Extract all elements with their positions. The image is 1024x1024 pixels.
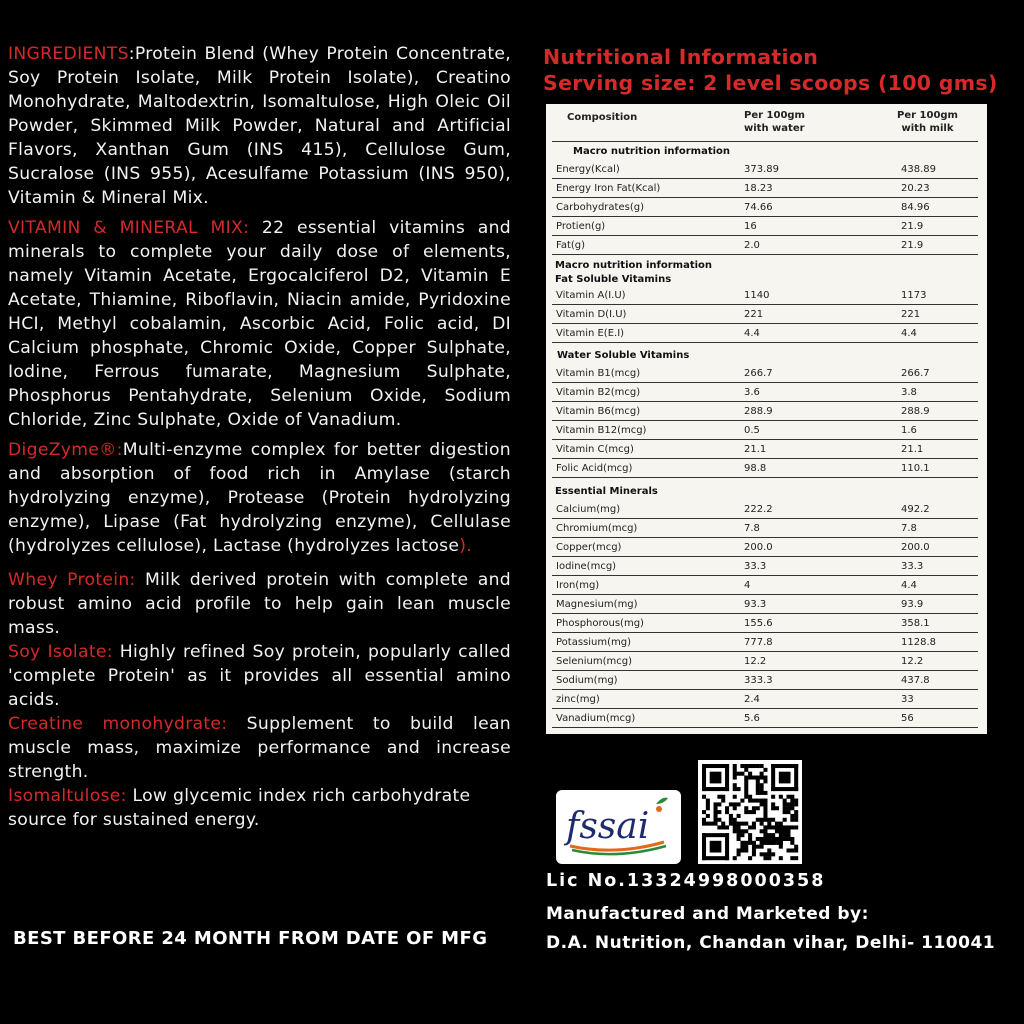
value-with-water: 93.3 [744, 599, 767, 610]
section-minerals: Essential Minerals [555, 486, 658, 497]
nutrient-name: Energy Iron Fat(Kcal) [556, 183, 661, 194]
value-with-milk: 437.8 [901, 675, 930, 686]
table-row [552, 325, 978, 343]
table-row [552, 403, 978, 421]
nutrient-name: Energy(Kcal) [556, 164, 620, 175]
value-with-water: 373.89 [744, 164, 779, 175]
nutrient-name: Vitamin B2(mcg) [556, 387, 641, 398]
section-water-soluble: Water Soluble Vitamins [557, 350, 690, 361]
table-row [552, 384, 978, 402]
best-before-text: BEST BEFORE 24 MONTH FROM DATE OF MFG [13, 928, 488, 949]
vitamin-mix-text: 22 essential vitamins and minerals to complete your daily dose of elements, namely Vitamin Acetate, Ergocalciferol D2, Vitamin E Acetate, Thiamine, Riboflavin, Niacin amide, Pyridoxine HCI, Methyl cobalamin, Ascorbic Acid, Folic acid, DI Calcium phosphate, Chromic Oxide, Copper Sulphate, Iodine, Ferrous fumarate, Magnesium Sulphate, Phosphorus Pentahydrate, Selenium Oxide, Sodium Chloride, Zinc Sulphate, Oxide of Vanadium. [8, 218, 511, 430]
nutrient-name: Carbohydrates(g) [556, 202, 644, 213]
table-row [552, 501, 978, 519]
nutrient-name: Vitamin B6(mcg) [556, 406, 641, 417]
value-with-water: 33.3 [744, 561, 767, 572]
nutrient-name: zinc(mg) [556, 694, 600, 705]
digezyme-label: DigeZyme®: [8, 440, 123, 460]
ingredients-label: INGREDIENTS [8, 44, 129, 64]
table-row [552, 691, 978, 709]
qr-code [698, 760, 802, 864]
value-with-milk: 20.23 [901, 183, 930, 194]
nutrient-name: Vitamin B12(mcg) [556, 425, 647, 436]
table-row [552, 460, 978, 478]
manufacturer-block [546, 900, 995, 958]
nutrient-name: Vitamin C(mcg) [556, 444, 634, 455]
ingredients-sep: : [128, 44, 135, 64]
section-macro2: Macro nutrition information [555, 260, 713, 271]
section-macro: Macro nutrition information [573, 146, 731, 157]
table-row [552, 539, 978, 557]
value-with-milk: 438.89 [901, 164, 936, 175]
fssai-logo-icon [556, 790, 681, 864]
value-with-water: 221 [744, 309, 764, 320]
nutrient-name: Selenium(mcg) [556, 656, 633, 667]
nutrient-name: Vitamin B1(mcg) [556, 368, 641, 379]
digezyme-text: Multi-enzyme complex for better digestion and absorption of food rich in Amylase (starch hydrolyzing enzyme), Protease (Protein hydrolyzing enzyme), Lipase (Fat hydrolyzing enzyme), Cellulase (hydrolyzes cellulose), Lactase (hydrolyzes lactose [8, 440, 511, 556]
table-row [552, 287, 978, 305]
creatine-paragraph [8, 712, 511, 784]
ingredients-text: Protein Blend (Whey Protein Concentrate, Soy Protein Isolate, Milk Protein Isolate), Creatino Monohydrate, Maltodextrin, Isomaltulose, High Oleic Oil Powder, Skimmed Milk Powder, Natural and Artificial Flavors, Xanthan Gum (INS 415), Cellulose Gum, Sucralose (INS 955), Acesulfame Potassium (INS 950), Vitamin & Mineral Mix. [8, 44, 511, 208]
section-fat-soluble: Fat Soluble Vitamins [555, 274, 672, 285]
nutrition-title-block [543, 44, 998, 96]
value-with-water: 7.8 [744, 523, 760, 534]
value-with-water: 3.6 [744, 387, 760, 398]
nutrient-name: Protien(g) [556, 221, 606, 232]
value-with-water: 0.5 [744, 425, 760, 436]
whey-text: Milk derived protein with complete and robust amino acid profile to help gain lean muscle mass. [8, 570, 511, 638]
value-with-milk: 21.9 [901, 240, 924, 251]
nutrient-name: Chromium(mcg) [556, 523, 638, 534]
value-with-water: 2.0 [744, 240, 760, 251]
nutrient-name: Copper(mcg) [556, 542, 622, 553]
digezyme-end: ). [459, 536, 473, 556]
digezyme-paragraph [8, 438, 511, 558]
creatine-label: Creatine monohydrate: [8, 714, 228, 734]
manufacturer-label: Manufactured and Marketed by: [546, 904, 869, 924]
table-row [552, 634, 978, 652]
ingredients-column [8, 42, 511, 832]
table-row [552, 558, 978, 576]
value-with-milk: 56 [901, 713, 914, 724]
vitamin-mix-label: VITAMIN & MINERAL MIX: [8, 218, 250, 238]
value-with-milk: 12.2 [901, 656, 924, 667]
value-with-milk: 4.4 [901, 328, 917, 339]
nutrient-name: Iron(mg) [556, 580, 600, 591]
nutrient-name: Potassium(mg) [556, 637, 632, 648]
nutrient-name: Vanadium(mcg) [556, 713, 636, 724]
value-with-milk: 7.8 [901, 523, 917, 534]
whey-label: Whey Protein: [8, 570, 136, 590]
value-with-water: 155.6 [744, 618, 773, 629]
value-with-water: 1140 [744, 290, 770, 301]
nutrient-name: Vitamin D(I.U) [556, 309, 627, 320]
isomaltulose-text: Low glycemic index rich carbohydrate source for sustained energy. [8, 786, 471, 830]
value-with-milk: 1.6 [901, 425, 917, 436]
value-with-milk: 93.9 [901, 599, 924, 610]
creatine-text: Supplement to build lean muscle mass, maximize performance and increase strength. [8, 714, 512, 782]
value-with-milk: 492.2 [901, 504, 930, 515]
nutrient-name: Folic Acid(mcg) [556, 463, 633, 474]
header-composition: Composition [567, 112, 638, 123]
nutrition-table [546, 104, 987, 734]
fssai-logo-text: fssai [566, 806, 650, 847]
value-with-water: 18.23 [744, 183, 773, 194]
header-divider [552, 141, 978, 142]
value-with-milk: 358.1 [901, 618, 930, 629]
value-with-water: 4.4 [744, 328, 760, 339]
table-row [552, 422, 978, 440]
value-with-water: 200.0 [744, 542, 773, 553]
nutrient-name: Iodine(mcg) [556, 561, 617, 572]
ingredients-paragraph [8, 42, 511, 210]
value-with-water: 288.9 [744, 406, 773, 417]
value-with-water: 333.3 [744, 675, 773, 686]
table-row [552, 218, 978, 236]
value-with-milk: 266.7 [901, 368, 930, 379]
table-row [552, 520, 978, 538]
table-row [552, 237, 978, 255]
soy-text: Highly refined Soy protein, popularly called 'complete Protein' as it provides all essential amino acids. [8, 642, 511, 710]
table-row [552, 365, 978, 383]
fssai-logo [556, 790, 681, 864]
value-with-milk: 4.4 [901, 580, 917, 591]
soy-paragraph [8, 640, 511, 712]
value-with-milk: 200.0 [901, 542, 930, 553]
value-with-milk: 3.8 [901, 387, 917, 398]
value-with-milk: 33 [901, 694, 914, 705]
value-with-water: 98.8 [744, 463, 767, 474]
value-with-milk: 84.96 [901, 202, 930, 213]
value-with-milk: 110.1 [901, 463, 930, 474]
value-with-milk: 288.9 [901, 406, 930, 417]
table-row [552, 180, 978, 198]
value-with-water: 74.66 [744, 202, 773, 213]
value-with-milk: 221 [901, 309, 921, 320]
value-with-water: 21.1 [744, 444, 767, 455]
value-with-milk: 1173 [901, 290, 927, 301]
vitamin-mix-paragraph [8, 216, 511, 432]
value-with-water: 4 [744, 580, 751, 591]
table-row [552, 306, 978, 324]
table-row [552, 199, 978, 217]
value-with-milk: 33.3 [901, 561, 924, 572]
serving-size: Serving size: 2 level scoops (100 gms) [543, 71, 998, 95]
header-water: Per 100gm with water [744, 110, 805, 134]
value-with-milk: 1128.8 [901, 637, 936, 648]
table-row [552, 161, 978, 179]
table-row [552, 441, 978, 459]
value-with-milk: 21.1 [901, 444, 924, 455]
value-with-water: 5.6 [744, 713, 760, 724]
table-row [552, 653, 978, 671]
nutrient-name: Vitamin E(E.I) [556, 328, 625, 339]
nutrient-name: Sodium(mg) [556, 675, 618, 686]
nutrition-title: Nutritional Information [543, 45, 819, 69]
nutrient-name: Fat(g) [556, 240, 586, 251]
table-header [546, 104, 987, 140]
nutrient-name: Phosphorous(mg) [556, 618, 644, 629]
soy-label: Soy Isolate: [8, 642, 113, 662]
value-with-water: 777.8 [744, 637, 773, 648]
isomaltulose-label: Isomaltulose: [8, 786, 127, 806]
nutrient-name: Vitamin A(I.U) [556, 290, 626, 301]
whey-paragraph [8, 568, 511, 640]
value-with-water: 12.2 [744, 656, 767, 667]
table-row [552, 577, 978, 595]
license-number: Lic No.13324998000358 [546, 871, 826, 891]
header-milk: Per 100gm with milk [897, 110, 958, 134]
nutrient-name: Calcium(mg) [556, 504, 621, 515]
value-with-water: 2.4 [744, 694, 760, 705]
table-row [552, 596, 978, 614]
table-row [552, 615, 978, 633]
manufacturer-address: D.A. Nutrition, Chandan vihar, Delhi- 110041 [546, 933, 996, 953]
value-with-milk: 21.9 [901, 221, 924, 232]
table-row [552, 710, 978, 728]
nutrient-name: Magnesium(mg) [556, 599, 638, 610]
value-with-water: 16 [744, 221, 757, 232]
qr-code-icon [698, 760, 802, 864]
value-with-water: 266.7 [744, 368, 773, 379]
isomaltulose-paragraph [8, 784, 511, 832]
table-row [552, 672, 978, 690]
value-with-water: 222.2 [744, 504, 773, 515]
